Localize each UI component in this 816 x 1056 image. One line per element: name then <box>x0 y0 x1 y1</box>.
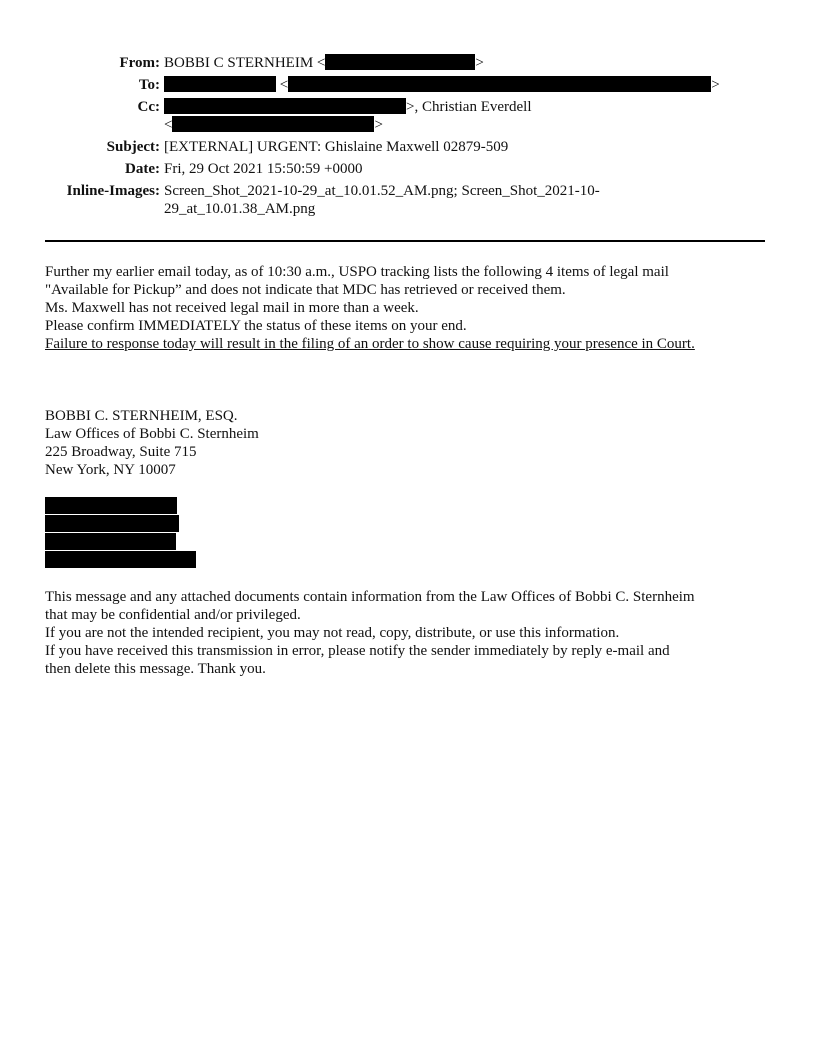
inline-images-value-1: Screen_Shot_2021-10-29_at_10.01.52_AM.png; Screen_Shot_2021-10- <box>164 183 600 199</box>
signature <box>45 407 775 479</box>
signature-firm: Law Offices of Bobbi C. Sternheim <box>45 426 259 442</box>
date-value: Fri, 29 Oct 2021 15:50:59 +0000 <box>164 161 363 177</box>
inline-images-row <box>0 182 816 200</box>
header-divider <box>45 240 765 242</box>
cc-line2-close: > <box>374 117 383 133</box>
body-line: Further my earlier email today, as of 10:30 a.m., USPO tracking lists the following 4 items of legal mail <box>45 264 669 280</box>
to-value <box>164 76 720 94</box>
from-label: From: <box>119 55 160 71</box>
disclaimer-line: If you have received this transmission in error, please notify the sender immediately by reply e-mail and <box>45 643 670 659</box>
cc-row-2 <box>0 116 816 134</box>
to-sep: < <box>279 77 289 93</box>
redacted-to-name <box>164 76 276 92</box>
redacted-cc-email <box>172 116 374 132</box>
redacted-contact-line <box>45 551 196 568</box>
redacted-cc-recipient <box>164 98 406 114</box>
redacted-from-email <box>325 54 475 70</box>
date-row <box>0 160 816 178</box>
redacted-to-email <box>288 76 711 92</box>
disclaimer-line: then delete this message. Thank you. <box>45 661 266 677</box>
cc-after: >, Christian Everdell <box>406 99 532 115</box>
inline-images-value-2: 29_at_10.01.38_AM.png <box>164 201 316 217</box>
inline-images-row-2 <box>0 200 816 218</box>
body-line: Ms. Maxwell has not received legal mail in more than a week. <box>45 300 419 316</box>
from-row <box>0 54 816 72</box>
disclaimer-line: that may be confidential and/or privileged. <box>45 607 301 623</box>
cc-value <box>164 98 532 116</box>
cc-value-2 <box>164 116 383 134</box>
redacted-contact-line <box>45 497 177 514</box>
signature-name: BOBBI C. STERNHEIM, ESQ. <box>45 408 238 424</box>
disclaimer-line: If you are not the intended recipient, you may not read, copy, distribute, or use this information. <box>45 625 620 641</box>
redacted-contact-line <box>45 533 176 550</box>
cc-line2-open: < <box>164 117 173 133</box>
body-line: "Available for Pickup” and does not indicate that MDC has retrieved or received them. <box>45 282 566 298</box>
message-body <box>45 263 775 353</box>
from-close: > <box>475 55 484 71</box>
inline-images-label: Inline-Images: <box>66 183 160 199</box>
disclaimer <box>45 588 775 678</box>
signature-address-2: New York, NY 10007 <box>45 462 176 478</box>
disclaimer-line: This message and any attached documents contain information from the Law Offices of Bobbi C. Sternheim <box>45 589 695 605</box>
subject-row <box>0 138 816 156</box>
to-close: > <box>711 77 720 93</box>
to-label: To: <box>138 77 160 93</box>
subject-value: [EXTERNAL] URGENT: Ghislaine Maxwell 02879-509 <box>164 139 509 155</box>
to-row <box>0 76 816 94</box>
body-line: Please confirm IMMEDIATELY the status of these items on your end. <box>45 318 467 334</box>
signature-address-1: 225 Broadway, Suite 715 <box>45 444 197 460</box>
from-value <box>164 54 484 72</box>
redacted-contact-line <box>45 515 179 532</box>
cc-row <box>0 98 816 116</box>
cc-label: Cc: <box>137 99 160 115</box>
date-label: Date: <box>125 161 160 177</box>
from-name: BOBBI C STERNHEIM < <box>164 55 326 71</box>
body-underlined-line: Failure to response today will result in the filing of an order to show cause requiring your presence in Court. <box>45 336 695 352</box>
subject-label: Subject: <box>106 139 160 155</box>
